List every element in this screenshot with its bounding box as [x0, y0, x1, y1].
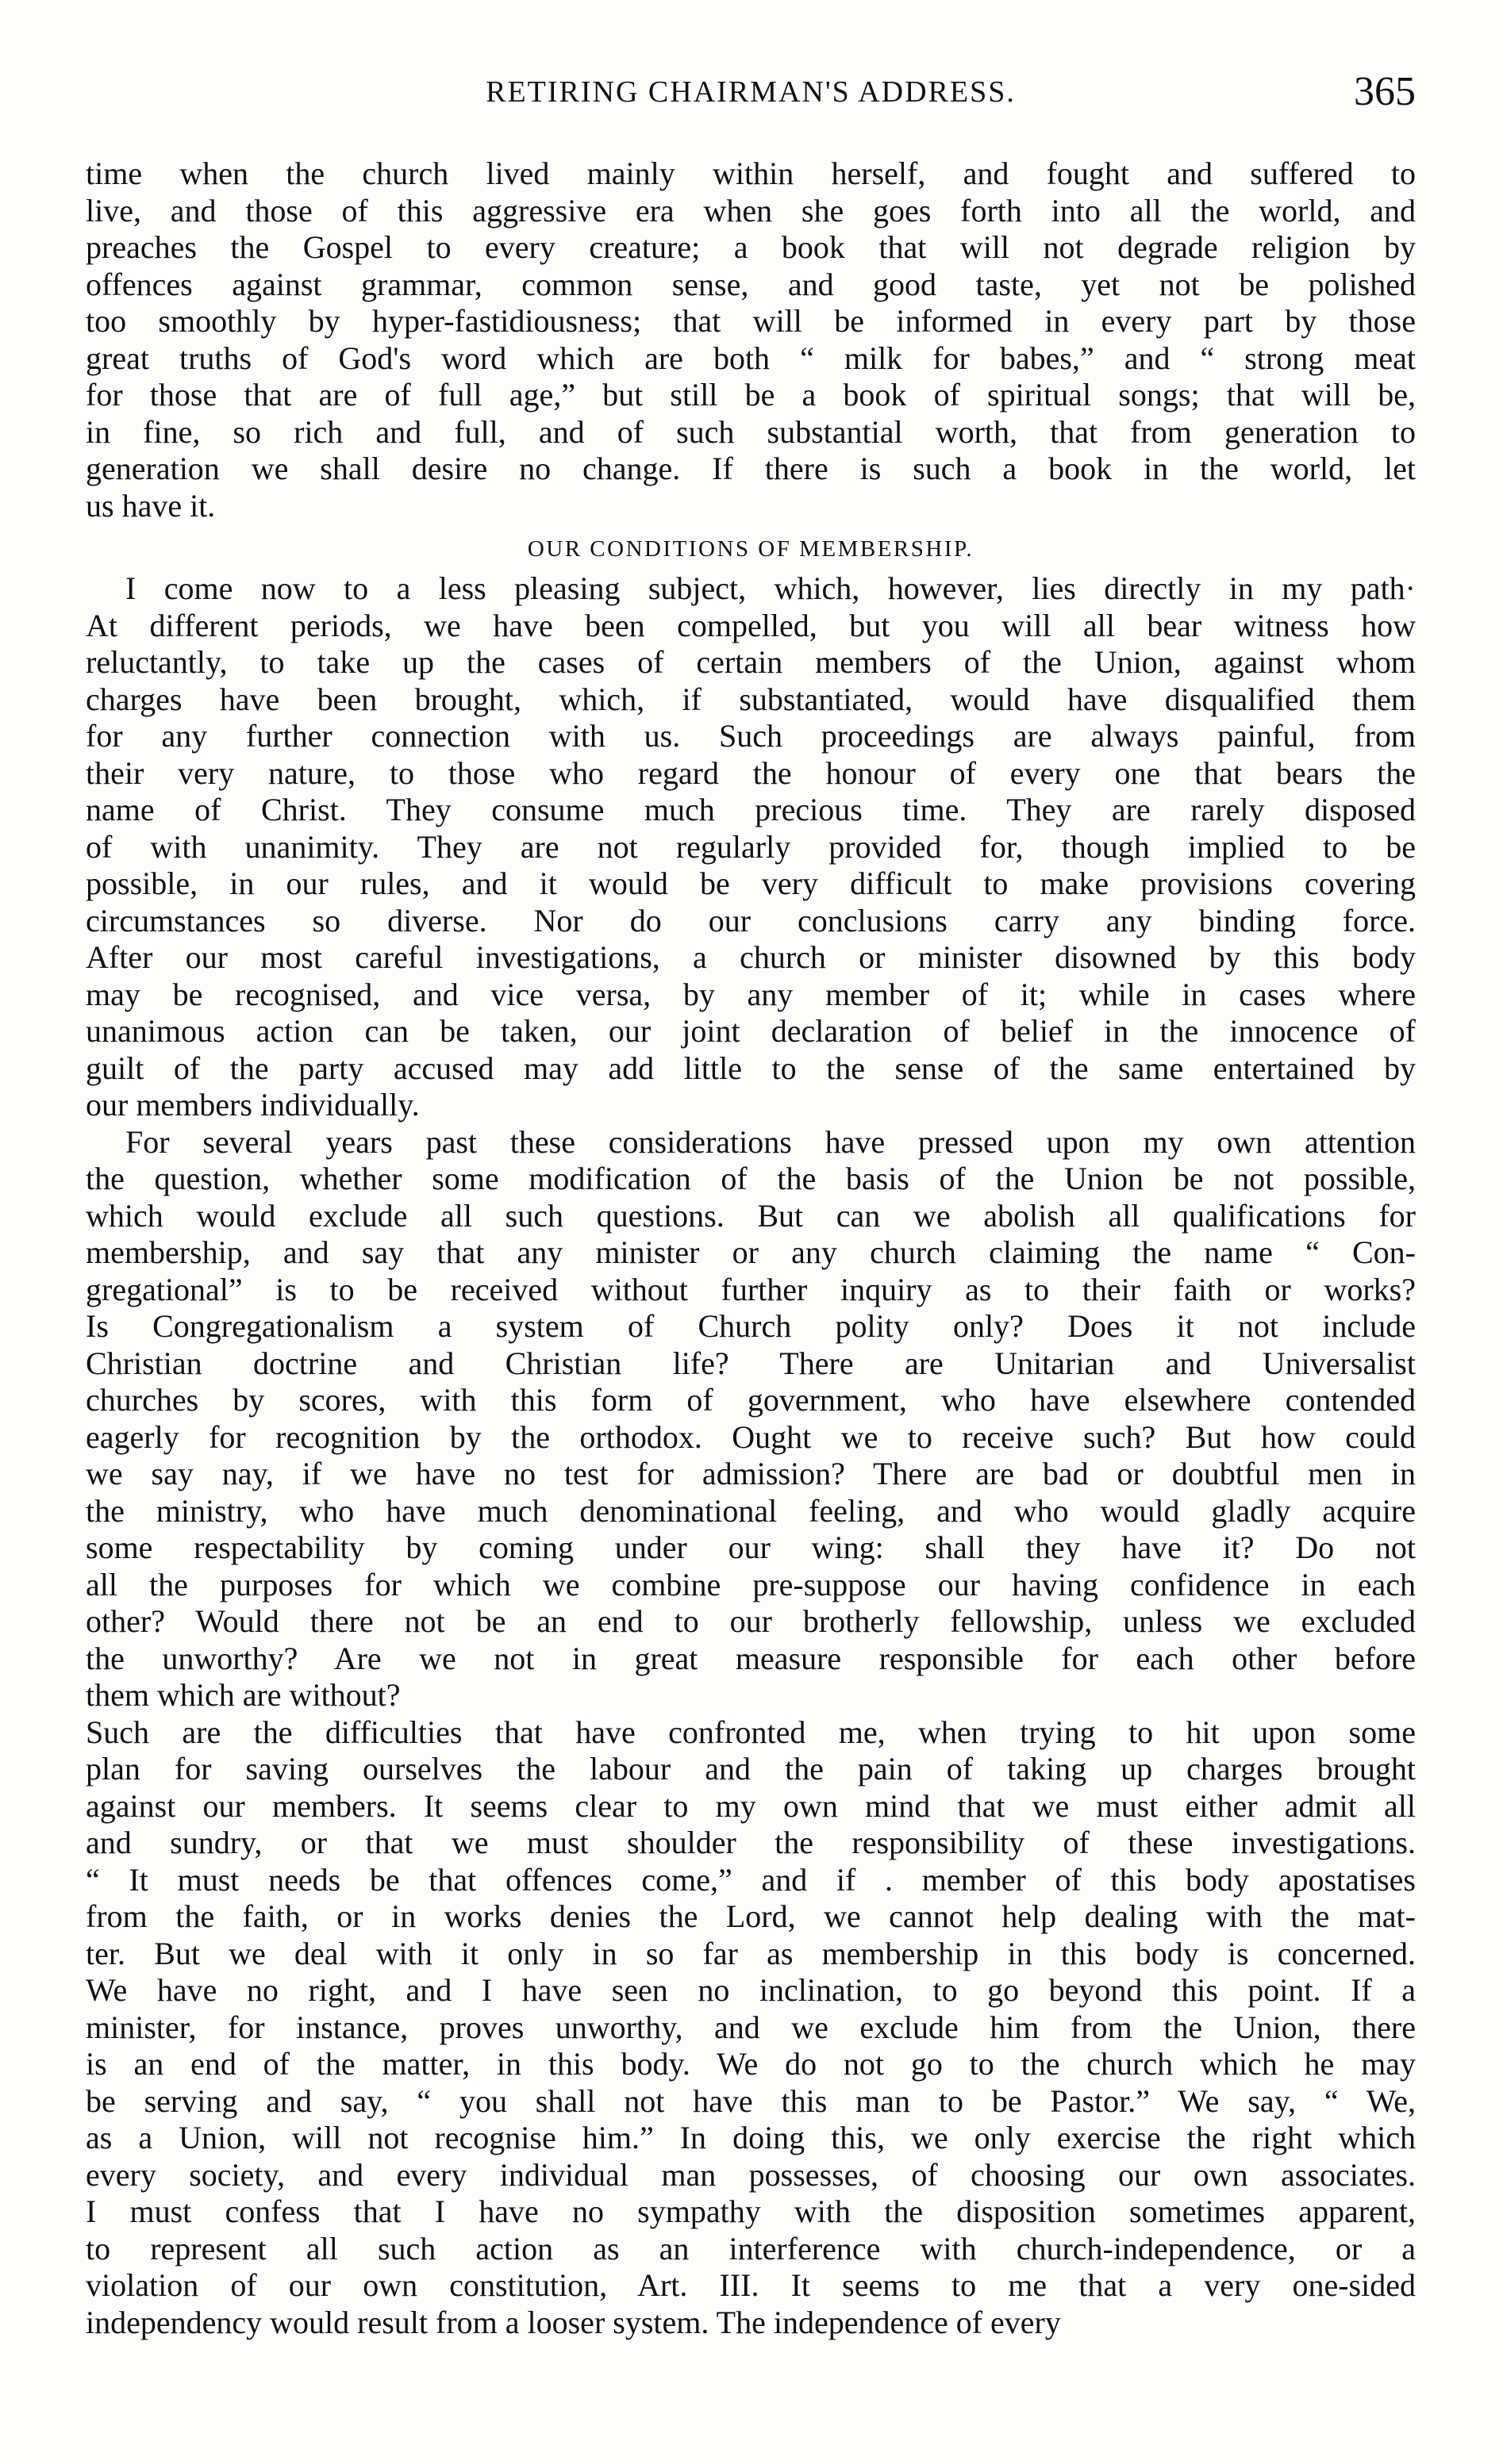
text-line: from the faith, or in works denies the Lord, we cannot help dealing with the mat- — [86, 1898, 1416, 1934]
text-line: For several years past these considerations have pressed upon my own attention — [125, 1123, 1416, 1160]
text-line: in fine, so rich and full, and of such substantial worth, that from generation to — [86, 413, 1416, 450]
text-line: offences against grammar, common sense, and good taste, yet not be polished — [86, 266, 1416, 302]
paragraph-4 — [86, 1714, 1416, 2342]
text-line: gregational” is to be received without further inquiry as to their faith or works? — [86, 1271, 1416, 1307]
text-line: every society, and every individual man possesses, of choosing our own associates. — [86, 2156, 1416, 2193]
text-line: independency would result from a looser system. The independence of every — [86, 2304, 1061, 2340]
text-line: I must confess that I have no sympathy with the disposition sometimes apparent, — [86, 2193, 1416, 2229]
text-line: violation of our own constitution, Art. III. It seems to me that a very one-sided — [86, 2267, 1416, 2303]
text-line: guilt of the party accused may add little to the sense of the same entertained by — [86, 1050, 1416, 1086]
text-line: the unworthy? Are we not in great measure responsible for each other before — [86, 1640, 1416, 1676]
paragraph-2 — [86, 570, 1416, 1124]
text-line: our members individually. — [86, 1087, 420, 1123]
text-line: plan for saving ourselves the labour and the pain of taking up charges brought — [86, 1751, 1416, 1787]
text-line: we say nay, if we have no test for admission? There are bad or doubtful men in — [86, 1456, 1416, 1491]
text-line: ter. But we deal with it only in so far as membership in this body is concerned. — [86, 1935, 1416, 1971]
text-line: and sundry, or that we must shoulder the responsibility of these investigations. — [86, 1825, 1416, 1860]
text-line: After our most careful investigations, a church or minister disowned by this body — [86, 939, 1416, 975]
text-line: the ministry, who have much denominational feeling, and who would gladly acquire — [86, 1492, 1416, 1529]
text-line: “ It must needs be that offences come,” and if . member of this body apostatises — [86, 1861, 1416, 1898]
text-line: too smoothly by hyper-fastidiousness; that will be informed in every part by those — [86, 303, 1416, 339]
text-line: their very nature, to those who regard the honour of every one that bears the — [86, 754, 1416, 791]
text-block — [86, 155, 1416, 2341]
text-line: unanimous action can be taken, our joint declaration of belief in the innocence of — [86, 1013, 1416, 1049]
paragraph-3 — [86, 1124, 1416, 1714]
text-line: time when the church lived mainly within herself, and fought and suffered to — [86, 155, 1416, 191]
paragraph-1 — [86, 155, 1416, 524]
text-line: circumstances so diverse. Nor do our conclusions carry any binding force. — [86, 902, 1416, 938]
text-line: other? Would there not be an end to our brotherly fellowship, unless we excluded — [86, 1603, 1416, 1639]
text-line: minister, for instance, proves unworthy, and we exclude him from the Union, there — [86, 2009, 1416, 2045]
text-line: us have it. — [86, 487, 216, 524]
text-line: all the purposes for which we combine pre-suppose our having confidence in each — [86, 1566, 1416, 1602]
text-line: great truths of God's word which are both “ milk for babes,” and “ strong meat — [86, 340, 1416, 376]
running-title: RETIRING CHAIRMAN'S ADDRESS. — [486, 75, 1016, 109]
text-line: I come now to a less pleasing subject, which, however, lies directly in my path· — [125, 570, 1416, 606]
text-line: name of Christ. They consume much precious time. They are rarely disposed — [86, 792, 1416, 827]
text-line: to represent all such action as an interference with church-independence, or a — [86, 2230, 1416, 2266]
text-line: generation we shall desire no change. If there is such a book in the world, let — [86, 451, 1416, 486]
text-line: charges have been brought, which, if substantiated, would have disqualified them — [86, 681, 1416, 717]
text-line: possible, in our rules, and it would be very difficult to make provisions covering — [86, 865, 1416, 901]
text-line: Christian doctrine and Christian life? There are Unitarian and Universalist — [86, 1345, 1416, 1381]
text-line: against our members. It seems clear to my own mind that we must either admit all — [86, 1787, 1416, 1824]
text-line: the question, whether some modification of the basis of the Union be not possible, — [86, 1161, 1416, 1196]
text-line: Is Congregationalism a system of Church polity only? Does it not include — [86, 1308, 1416, 1344]
text-line: is an end of the matter, in this body. We do not go to the church which he may — [86, 2046, 1416, 2082]
text-line: eagerly for recognition by the orthodox. Ought we to receive such? But how could — [86, 1418, 1416, 1455]
text-line: churches by scores, with this form of government, who have elsewhere contended — [86, 1382, 1416, 1418]
text-line: as a Union, will not recognise him.” In doing this, we only exercise the right which — [86, 2120, 1416, 2155]
text-line: reluctantly, to take up the cases of certain members of the Union, against whom — [86, 644, 1416, 680]
page-number: 365 — [1354, 69, 1416, 114]
text-line: live, and those of this aggressive era when she goes forth into all the world, and — [86, 192, 1416, 228]
section-heading: OUR CONDITIONS OF MEMBERSHIP. — [527, 536, 974, 562]
text-line: At different periods, we have been compelled, but you will all bear witness how — [86, 607, 1416, 643]
text-line: for any further connection with us. Such proceedings are always painful, from — [86, 718, 1416, 754]
text-line: which would exclude all such questions. But can we abolish all qualifications for — [86, 1197, 1416, 1234]
text-line: may be recognised, and vice versa, by any member of it; while in cases where — [86, 976, 1416, 1012]
text-line: Such are the difficulties that have confronted me, when trying to hit upon some — [86, 1714, 1416, 1750]
text-line: be serving and say, “ you shall not have this man to be Pastor.” We say, “ We, — [86, 2082, 1416, 2119]
text-line: preaches the Gospel to every creature; a book that will not degrade religion by — [86, 229, 1416, 265]
text-line: We have no right, and I have seen no inclination, to go beyond this point. If a — [86, 1972, 1416, 2008]
running-head — [86, 68, 1416, 124]
text-line: for those that are of full age,” but still be a book of spiritual songs; that will be, — [86, 377, 1416, 413]
text-line: some respectability by coming under our wing: shall they have it? Do not — [86, 1529, 1416, 1565]
text-line: them which are without? — [86, 1677, 401, 1713]
text-line: membership, and say that any minister or any church claiming the name “ Con- — [86, 1234, 1416, 1270]
text-line: of with unanimity. They are not regularly provided for, though implied to be — [86, 828, 1416, 865]
